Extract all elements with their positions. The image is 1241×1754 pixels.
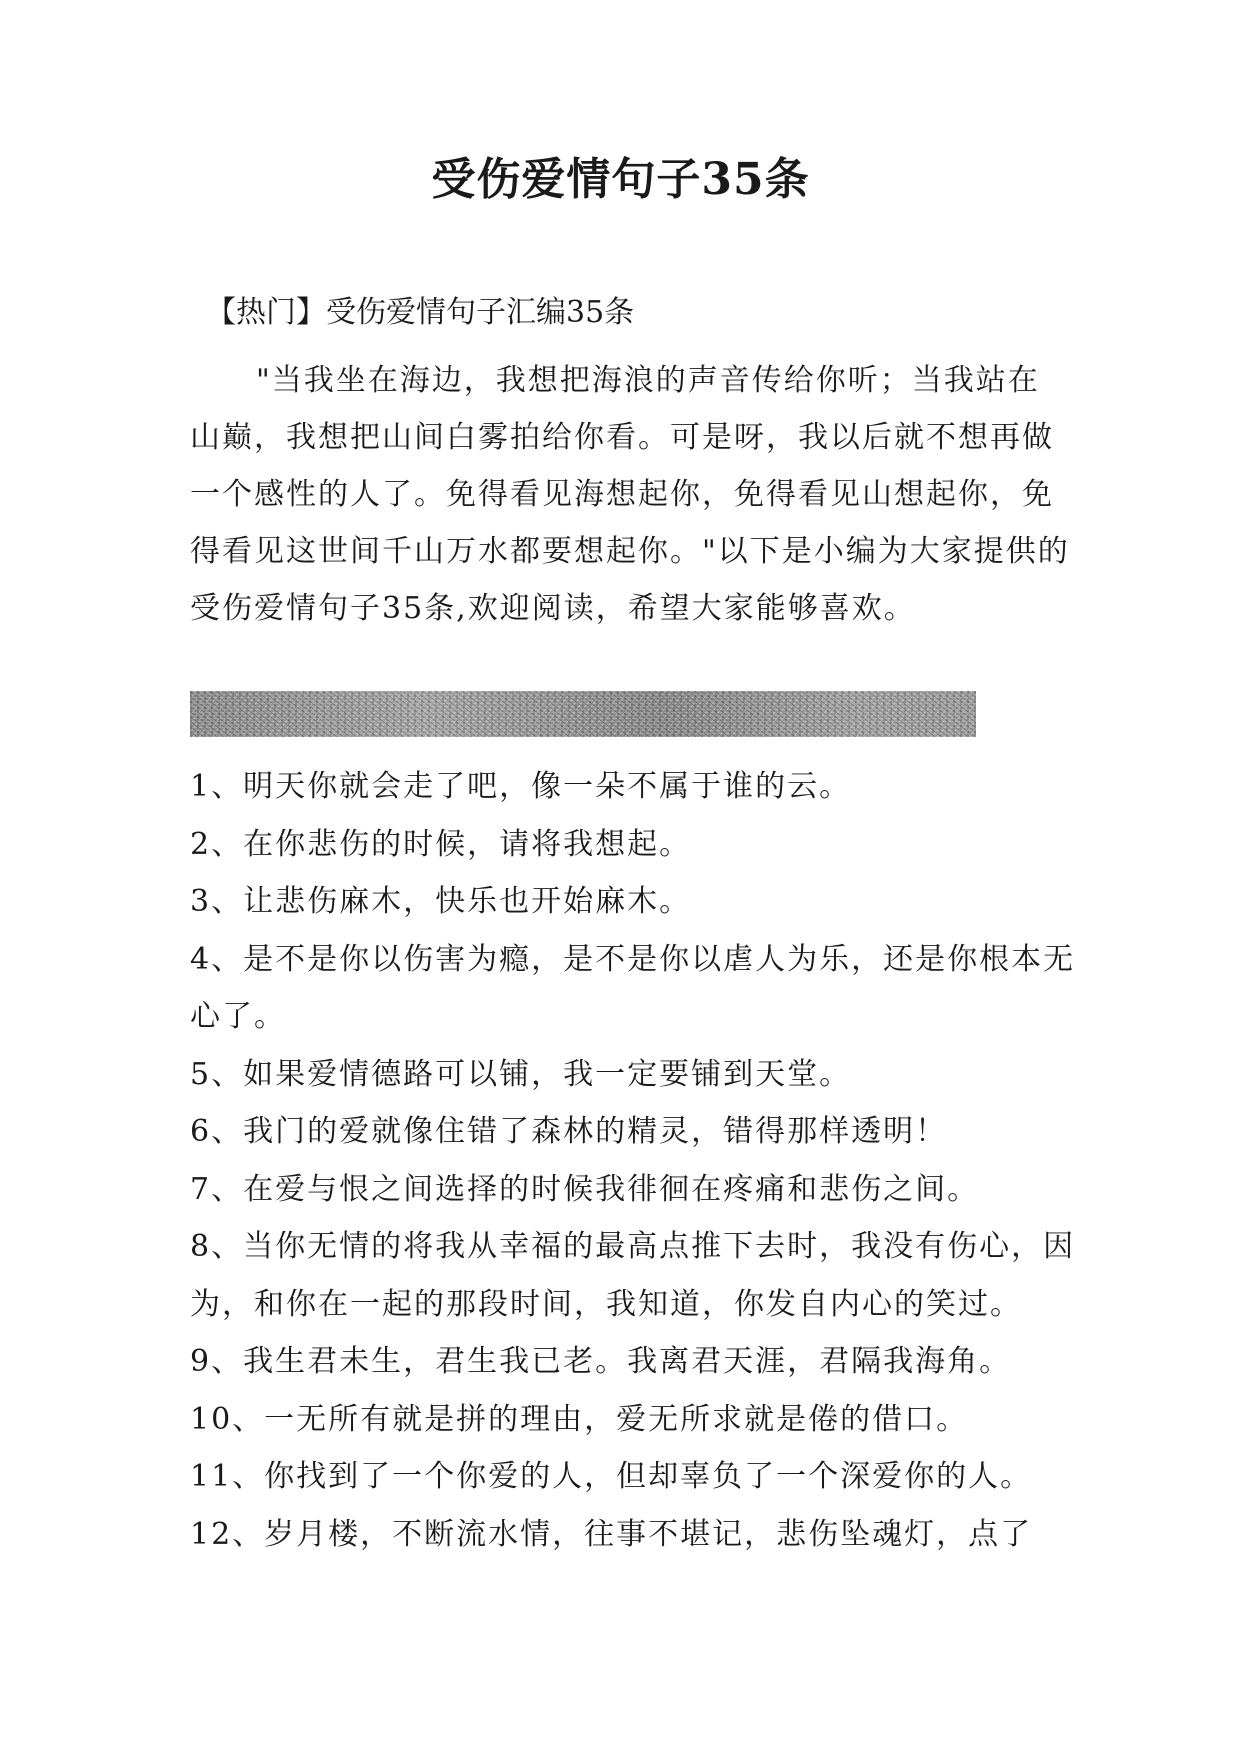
list-item: 4、是不是你以伤害为瘾，是不是你以虐人为乐，还是你根本无心了。 <box>190 941 1076 1034</box>
decorative-noise-image <box>190 691 976 737</box>
document-subtitle: 【热门】受伤爱情句子汇编35条 <box>206 295 635 330</box>
list-item: 9、我生君未生，君生我已老。我离君天涯，君隔我海角。 <box>190 1344 1012 1379</box>
list-item: 2、在你悲伤的时候，请将我想起。 <box>190 826 692 862</box>
list-item: 10、一无所有就是拼的理由，爱无所求就是倦的借口。 <box>190 1401 969 1437</box>
quote-list <box>190 758 1080 1563</box>
intro-paragraph: "当我坐在海边，我想把海浪的声音传给你听；当我站在山巅，我想把山间白雾拍给你看。可是呀，我以后就不想再做一个感性的人了。免得看见海想起你，免得看见山想起你，免得看见这世间千山万水都要想起你。"以下是小编为大家提供的受伤爱情句子35条,欢迎阅读，希望大家能够喜欢。 <box>190 363 1070 626</box>
list-item: 7、在爱与恨之间选择的时候我徘徊在疼痛和悲伤之间。 <box>190 1171 980 1207</box>
list-item: 1、明天你就会走了吧，像一朵不属于谁的云。 <box>190 769 852 804</box>
list-item: 8、当你无情的将我从幸福的最高点推下去时，我没有伤心，因为，和你在一起的那段时间，我知道，你发自内心的笑过。 <box>190 1229 1076 1322</box>
list-item: 6、我门的爱就像住错了森林的精灵，错得那样透明！ <box>190 1114 948 1149</box>
list-item: 3、让悲伤麻木，快乐也开始麻木。 <box>190 884 692 919</box>
list-item: 11、你找到了一个你爱的人，但却辜负了一个深爱你的人。 <box>190 1459 1033 1494</box>
list-item: 12、岁月楼，不断流水情，往事不堪记，悲伤坠魂灯，点了 <box>190 1516 1033 1552</box>
document-title: 受伤爱情句子35条 <box>431 154 810 205</box>
list-item: 5、如果爱情德路可以铺，我一定要铺到天堂。 <box>190 1056 852 1092</box>
